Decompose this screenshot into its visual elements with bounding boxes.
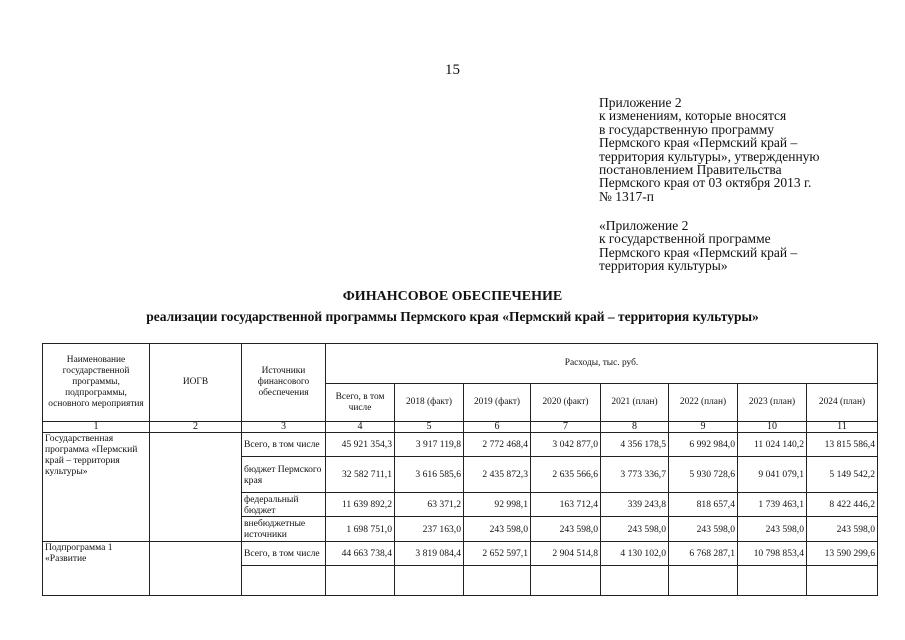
header-year: 2024 (план) [807, 384, 878, 422]
source-cell: федеральный бюджет [242, 493, 326, 517]
value-cell: 3 616 585,6 [395, 457, 464, 493]
value-cell: 44 663 738,4 [326, 542, 395, 566]
appendix-line: в государственную программу [599, 121, 775, 137]
header-iogv: ИОГВ [150, 344, 242, 422]
appendix-line: Приложение 2 [599, 95, 682, 110]
value-cell: 6 992 984,0 [669, 433, 738, 457]
header-year: 2023 (план) [738, 384, 807, 422]
value-cell: 2 435 872,3 [464, 457, 531, 493]
appendix-line: № 1317-п [599, 188, 654, 204]
source-cell: внебюджетные источники [242, 517, 326, 542]
header-year: 2019 (факт) [464, 384, 531, 422]
value-cell: 5 930 728,6 [669, 457, 738, 493]
value-cell: 10 798 853,4 [738, 542, 807, 566]
header-year: 2018 (факт) [395, 384, 464, 422]
column-number: 2 [150, 422, 242, 433]
appendix-line: Пермского края от 03 октября 2013 г. [599, 175, 812, 191]
value-cell: 45 921 354,3 [326, 433, 395, 457]
column-number: 5 [395, 422, 464, 433]
table-row [43, 542, 878, 566]
value-cell: 5 149 542,2 [807, 457, 878, 493]
value-cell: 237 163,0 [395, 517, 464, 542]
table-row [43, 433, 878, 457]
header-name: Наименование государственной программы, подпрограммы, основного мероприятия [43, 344, 150, 422]
appendix-line: территория культуры» [599, 258, 728, 274]
value-cell: 243 598,0 [807, 517, 878, 542]
value-cell: 243 598,0 [669, 517, 738, 542]
value-cell: 1 698 751,0 [326, 517, 395, 542]
column-number: 10 [738, 422, 807, 433]
column-number: 8 [601, 422, 669, 433]
value-cell: 63 371,2 [395, 493, 464, 517]
value-cell: 818 657,4 [669, 493, 738, 517]
value-cell: 4 130 102,0 [601, 542, 669, 566]
appendix-note [599, 96, 899, 203]
appendix-line: к изменениям, которые вносятся [599, 108, 787, 124]
header-year: Всего, в том числе [326, 384, 395, 422]
appendix-line: «Приложение 2 [599, 218, 689, 233]
value-cell: 3 773 336,7 [601, 457, 669, 493]
document-title: ФИНАНСОВОЕ ОБЕСПЕЧЕНИЕ [342, 289, 563, 304]
program-name: Государственная программа «Пермский край – территория культуры» [43, 433, 150, 542]
value-cell: 2 904 514,8 [531, 542, 601, 566]
header-year: 2021 (план) [601, 384, 669, 422]
appendix-line: территория культуры», утвержденную [599, 148, 820, 164]
source-cell: бюджет Пермского края [242, 457, 326, 493]
value-cell: 32 582 711,1 [326, 457, 395, 493]
header-year: 2022 (план) [669, 384, 738, 422]
value-cell: 4 356 178,5 [601, 433, 669, 457]
subprogram-iogv [150, 542, 242, 596]
value-cell: 8 422 446,2 [807, 493, 878, 517]
document-subtitle: реализации государственной программы Пермского края «Пермский край – территория культуры» [146, 309, 759, 324]
column-number: 11 [807, 422, 878, 433]
source-cell: Всего, в том числе [242, 433, 326, 457]
column-number: 6 [464, 422, 531, 433]
appendix-line: постановлением Правительства [599, 162, 782, 178]
column-number: 1 [43, 422, 150, 433]
column-number: 3 [242, 422, 326, 433]
value-cell: 92 998,1 [464, 493, 531, 517]
appendix-line: Пермского края «Пермский край – [599, 135, 798, 151]
value-cell: 2 635 566,6 [531, 457, 601, 493]
source-cell: Всего, в том числе [242, 542, 326, 566]
header-sources: Источники финансового обеспечения [242, 344, 326, 422]
header-expenses: Расходы, тыс. руб. [326, 344, 878, 384]
appendix-line: к государственной программе [599, 231, 771, 247]
value-cell: 243 598,0 [601, 517, 669, 542]
value-cell: 11 024 140,2 [738, 433, 807, 457]
value-cell: 339 243,8 [601, 493, 669, 517]
value-cell: 243 598,0 [531, 517, 601, 542]
column-number: 9 [669, 422, 738, 433]
appendix-line: Пермского края «Пермский край – [599, 244, 798, 260]
appendix-original-note [599, 219, 899, 273]
value-cell: 3 917 119,8 [395, 433, 464, 457]
value-cell: 243 598,0 [738, 517, 807, 542]
value-cell: 1 739 463,1 [738, 493, 807, 517]
subprogram-name: Подпрограмма 1 «Развитие [43, 542, 150, 596]
value-cell: 11 639 892,2 [326, 493, 395, 517]
financing-table [42, 343, 878, 596]
column-number: 7 [531, 422, 601, 433]
page-number: 15 [445, 62, 460, 78]
value-cell: 6 768 287,1 [669, 542, 738, 566]
value-cell: 3 819 084,4 [395, 542, 464, 566]
value-cell: 243 598,0 [464, 517, 531, 542]
column-number: 4 [326, 422, 395, 433]
value-cell: 13 815 586,4 [807, 433, 878, 457]
value-cell: 9 041 079,1 [738, 457, 807, 493]
header-year: 2020 (факт) [531, 384, 601, 422]
value-cell: 2 772 468,4 [464, 433, 531, 457]
value-cell: 163 712,4 [531, 493, 601, 517]
program-iogv [150, 433, 242, 542]
value-cell: 13 590 299,6 [807, 542, 878, 566]
value-cell: 2 652 597,1 [464, 542, 531, 566]
value-cell: 3 042 877,0 [531, 433, 601, 457]
